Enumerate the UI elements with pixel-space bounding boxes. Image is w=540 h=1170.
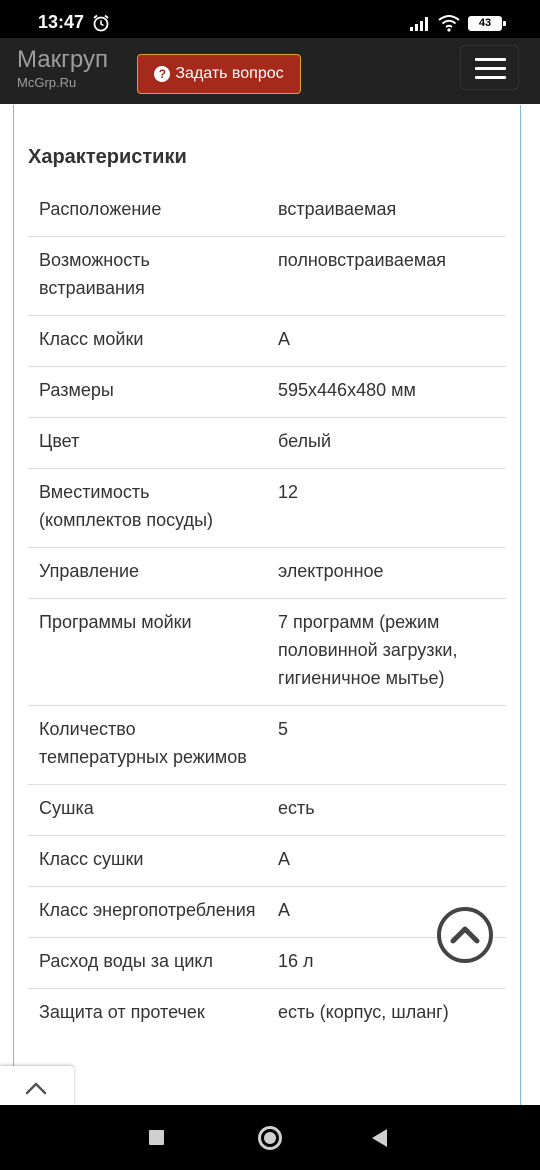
recent-apps-icon[interactable] <box>149 1130 164 1145</box>
chevron-up-icon <box>0 1066 74 1108</box>
spec-label: Возможность встраивания <box>28 237 267 316</box>
spec-value: встраиваемая <box>278 199 397 219</box>
spec-row <box>28 237 506 316</box>
spec-row <box>28 887 506 938</box>
spec-row <box>28 548 506 599</box>
spec-value: A <box>267 887 506 938</box>
spec-row <box>28 706 506 785</box>
ask-question-label: Задать вопрос <box>175 65 284 82</box>
spec-row <box>28 938 506 989</box>
site-navbar <box>0 38 540 104</box>
spec-label: Количество температурных режимов <box>28 706 267 785</box>
spec-value: полновстраиваемая <box>267 237 506 316</box>
spec-row <box>28 836 506 887</box>
spec-label: Сушка <box>28 785 267 836</box>
menu-bar-icon <box>475 67 506 70</box>
collapse-toolbar-button[interactable] <box>0 1066 74 1108</box>
ask-question-button[interactable] <box>137 54 301 94</box>
hamburger-menu-button[interactable] <box>460 45 519 90</box>
brand-subtitle[interactable]: McGrp.Ru <box>17 75 77 90</box>
spec-row <box>28 469 506 548</box>
spec-label: Класс энергопотребления <box>28 887 267 938</box>
spec-row <box>28 785 506 836</box>
menu-bar-icon <box>475 76 506 79</box>
spec-row <box>28 418 506 469</box>
menu-bar-icon <box>475 58 506 61</box>
spec-value: электронное <box>267 548 506 599</box>
signal-icon <box>410 15 432 31</box>
specs-table <box>28 186 506 1039</box>
spec-value: есть <box>267 785 506 836</box>
brand-title[interactable]: Макгруп <box>17 46 108 73</box>
scroll-to-top-button[interactable] <box>437 907 493 963</box>
spec-row <box>28 316 506 367</box>
spec-label: Цвет <box>28 418 267 469</box>
spec-value: есть (корпус, шланг) <box>267 989 506 1040</box>
battery-level: 43 <box>478 17 492 29</box>
spec-label: Расположение <box>39 199 162 219</box>
spec-row <box>28 989 506 1040</box>
section-title: Характеристики <box>28 146 187 168</box>
spec-value: 16 л <box>267 938 506 989</box>
question-icon: ? <box>154 66 170 82</box>
spec-label: Размеры <box>28 367 267 418</box>
home-icon[interactable] <box>258 1126 282 1150</box>
status-time: 13:47 <box>38 12 85 32</box>
spec-value: 12 <box>267 469 506 548</box>
spec-label: Программы мойки <box>28 599 267 706</box>
spec-row <box>28 599 506 706</box>
spec-value: A <box>267 836 506 887</box>
spec-value: 7 программ (режим половинной загрузки, гигиеничное мытье) <box>267 599 506 706</box>
spec-label: Управление <box>28 548 267 599</box>
spec-label: Класс сушки <box>28 836 267 887</box>
spec-label: Класс мойки <box>28 316 267 367</box>
spec-value: 595x446x480 мм <box>267 367 506 418</box>
chevron-up-icon <box>441 911 489 959</box>
spec-label: Расход воды за цикл <box>28 938 267 989</box>
system-navigation-bar <box>0 1105 540 1170</box>
spec-row <box>28 186 506 237</box>
battery-icon <box>468 16 502 31</box>
wifi-icon <box>438 14 460 32</box>
alarm-icon <box>92 14 110 32</box>
back-icon[interactable] <box>372 1129 387 1147</box>
spec-row <box>28 367 506 418</box>
spec-value: 5 <box>267 706 506 785</box>
spec-label: Защита от протечек <box>28 989 267 1040</box>
spec-value: A <box>267 316 506 367</box>
spec-value: белый <box>267 418 506 469</box>
spec-label: Вместимость (комплектов посуды) <box>28 469 267 548</box>
